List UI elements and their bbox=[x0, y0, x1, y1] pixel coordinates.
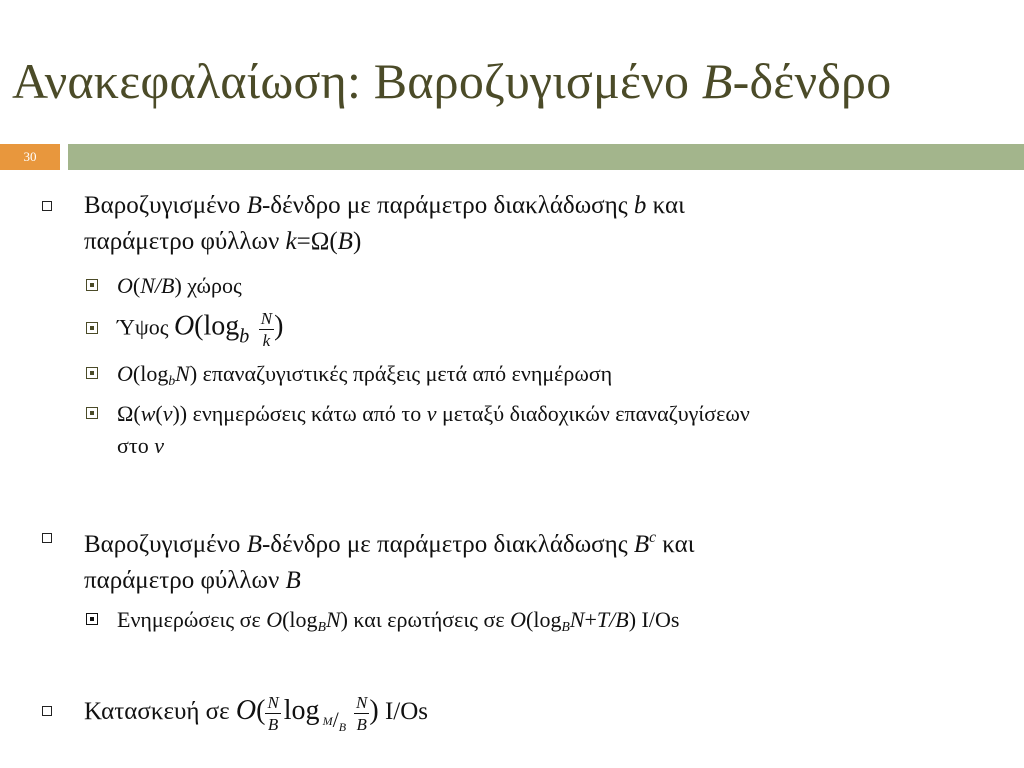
b2-v1: B bbox=[246, 531, 262, 558]
sub-bullet-2-1-text bbox=[117, 604, 966, 643]
b2-t2: -δένδρο με παράμετρο διακλάδωσης bbox=[261, 531, 634, 558]
s2-t2: (log bbox=[194, 310, 240, 342]
s2-t1: Ύψος bbox=[117, 314, 174, 340]
s2-v1: O bbox=[173, 310, 195, 342]
b2s1-v6: N bbox=[569, 607, 585, 632]
s2-num: N bbox=[260, 309, 273, 328]
s2-den: k bbox=[262, 331, 271, 350]
b2s1-v1: O bbox=[266, 607, 283, 632]
b1-v2: b bbox=[633, 192, 647, 219]
b2-t3: και bbox=[656, 531, 695, 558]
bullet-box-icon bbox=[42, 533, 52, 543]
title-text: Ανακεφαλαίωση: Βαροζυγισμένο bbox=[12, 53, 702, 109]
b2s1-v5: B bbox=[561, 619, 570, 634]
b2s1-t7: ) I/Os bbox=[628, 607, 680, 632]
sub-bullet-icon bbox=[86, 279, 98, 291]
b3-sub-b: B bbox=[338, 720, 347, 734]
b3-fraction-2 bbox=[354, 694, 369, 733]
sub-bullet-1-4 bbox=[86, 398, 966, 462]
b2s1-v2: B bbox=[317, 619, 326, 634]
b3-fraction-1 bbox=[265, 694, 280, 733]
b2s1-t5: + bbox=[584, 607, 597, 632]
b1-t3: και bbox=[646, 192, 685, 219]
b3-d1: B bbox=[267, 714, 279, 734]
s3-v2: b bbox=[168, 373, 176, 388]
b1-t5: =Ω( bbox=[296, 228, 338, 255]
b2s1-t4: (log bbox=[526, 607, 562, 632]
s4-t1: Ω( bbox=[117, 401, 141, 426]
s1-v1: O bbox=[117, 273, 133, 298]
s4-t4: μεταξύ διαδοχικών επαναζυγίσεων bbox=[436, 401, 750, 426]
b3-n2: N bbox=[356, 692, 368, 712]
bullet-2 bbox=[42, 520, 1002, 599]
b3-sub-m: M bbox=[322, 714, 333, 728]
sub-bullet-1-3-text bbox=[117, 358, 966, 397]
s4-v3: v bbox=[426, 401, 437, 426]
bullet-box-icon bbox=[42, 201, 52, 211]
s4-v1: w bbox=[140, 401, 156, 426]
b2s1-t6: / bbox=[609, 607, 616, 632]
sub-bullet-1-1 bbox=[86, 270, 966, 302]
bullet-3 bbox=[42, 690, 1002, 748]
s2-t3: ) bbox=[274, 310, 284, 342]
sub-bullet-1-2-text bbox=[117, 310, 966, 353]
b3-n1: N bbox=[267, 692, 279, 712]
b1-t2: -δένδρο με παράμετρο διακλάδωσης bbox=[261, 192, 634, 219]
b3-t1: Κατασκευή σε bbox=[84, 698, 236, 725]
sub-bullet-icon bbox=[86, 322, 98, 334]
b3-t3: log bbox=[283, 695, 320, 726]
bullet-3-text bbox=[84, 690, 1002, 748]
b1-v3: k bbox=[285, 228, 297, 255]
bullet-box-icon bbox=[42, 706, 52, 716]
bullet-1 bbox=[42, 188, 1002, 260]
b2s1-v7: T bbox=[596, 607, 610, 632]
b2s1-v4: O bbox=[510, 607, 527, 632]
sub-bullet-icon bbox=[86, 367, 98, 379]
s4-v4: v bbox=[154, 433, 164, 458]
sub-bullet-1-2 bbox=[86, 310, 966, 353]
b3-t4: ) bbox=[369, 695, 379, 726]
b2-t4: παράμετρο φύλλων bbox=[84, 567, 286, 594]
sub-bullet-icon bbox=[86, 407, 98, 419]
b2s1-t1: Ενημερώσεις σε bbox=[117, 607, 267, 632]
s4-t3: )) ενημερώσεις κάτω από το bbox=[172, 401, 427, 426]
slide-title bbox=[12, 52, 891, 110]
bullet-1-text bbox=[84, 188, 1002, 260]
bullet-2-text bbox=[84, 520, 1002, 599]
b3-t2: ( bbox=[256, 695, 266, 726]
b3-d2: B bbox=[356, 714, 367, 734]
b3-sub-slash: / bbox=[332, 707, 339, 732]
s2-v2: b bbox=[239, 325, 250, 348]
s1-t1: ( bbox=[132, 273, 141, 298]
title-var: B bbox=[701, 53, 733, 109]
s4-t5: στο bbox=[117, 433, 155, 458]
s3-v3: N bbox=[175, 361, 190, 386]
b1-t1: Βαροζυγισμένο bbox=[84, 192, 247, 219]
header-band bbox=[68, 144, 1024, 170]
s4-v2: v bbox=[162, 401, 173, 426]
b2-sup: c bbox=[649, 529, 657, 546]
s2-fraction bbox=[259, 310, 274, 349]
slide-number: 30 bbox=[0, 144, 60, 170]
b1-t4: παράμετρο φύλλων bbox=[84, 228, 286, 255]
sub-bullet-2-1 bbox=[86, 604, 966, 643]
s3-t2: ) επαναζυγιστικές πράξεις μετά από ενημέρωση bbox=[189, 361, 613, 386]
b3-t5: I/Os bbox=[378, 698, 429, 725]
sub-bullet-1-4-text bbox=[117, 398, 966, 462]
s3-t1: (log bbox=[132, 361, 169, 386]
sub-bullet-icon bbox=[86, 613, 98, 625]
s1-t2: ) χώρος bbox=[174, 273, 242, 298]
b1-v1: B bbox=[246, 192, 262, 219]
b1-t6: ) bbox=[352, 228, 362, 255]
b1-v4: B bbox=[337, 228, 353, 255]
b2-v3: B bbox=[285, 567, 301, 594]
s3-v1: O bbox=[117, 361, 133, 386]
title-text-end: -δένδρο bbox=[732, 53, 892, 109]
b3-v1: O bbox=[235, 695, 257, 726]
sub-bullet-1-3 bbox=[86, 358, 966, 397]
s1-v2: N/B bbox=[140, 273, 175, 298]
b2s1-t2: (log bbox=[282, 607, 318, 632]
b2s1-t3: ) και ερωτήσεις σε bbox=[340, 607, 511, 632]
b2s1-v8: B bbox=[615, 607, 629, 632]
b2s1-v3: N bbox=[325, 607, 341, 632]
s4-t2: ( bbox=[155, 401, 163, 426]
b2-v2: B bbox=[633, 531, 650, 558]
b2-t1: Βαροζυγισμένο bbox=[84, 531, 247, 558]
sub-bullet-1-1-text bbox=[117, 270, 966, 302]
